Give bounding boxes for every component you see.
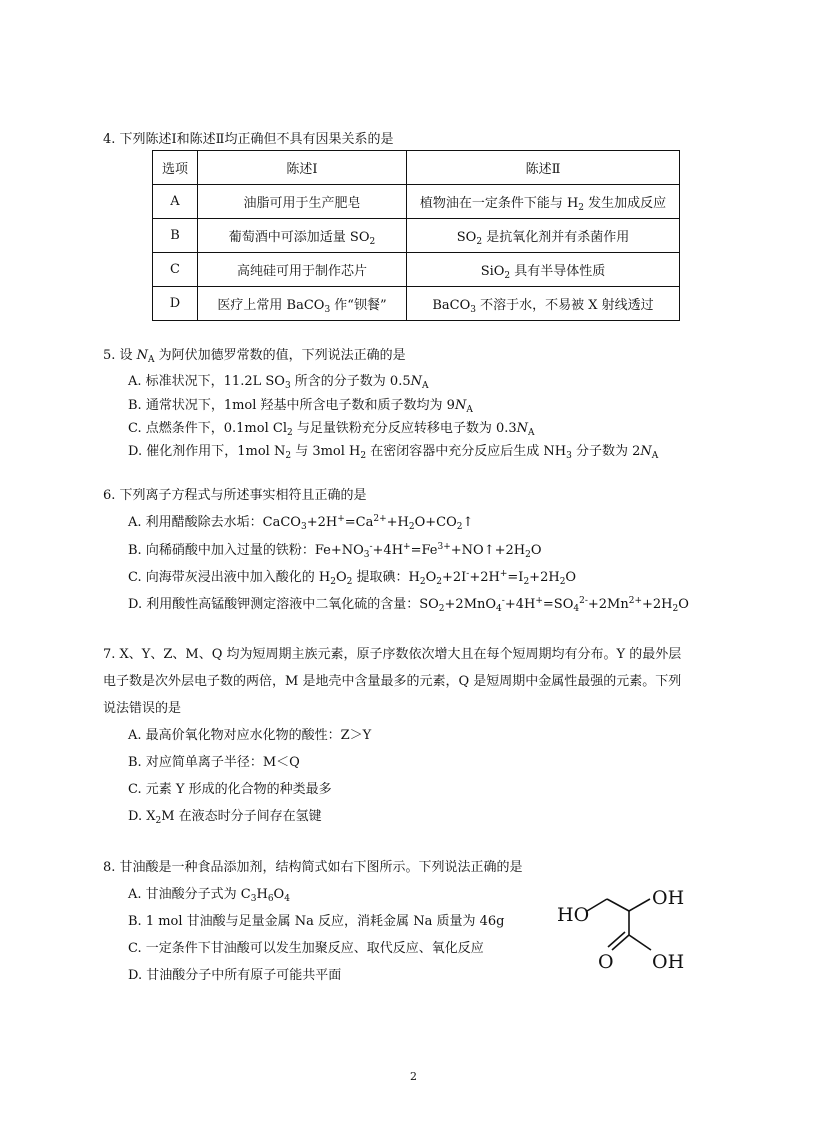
structure-label-ho-left: HO <box>557 904 590 926</box>
q7-option-b: B. 对应简单离子半径：M＜Q <box>128 755 300 770</box>
statement-1: 油脂可用于生产肥皂 <box>198 185 407 219</box>
statement-1: 医疗上常用 BaCO$_3$ 作“钡餐” <box>198 287 407 321</box>
q6-option-a: A. 利用醋酸除去水垢：$CaCO_3+2H^+=Ca^{2+}+H_2O+CO_2↑$ <box>128 514 474 532</box>
structure-label-oh-right: OH <box>652 951 685 973</box>
q6-option-d: D. 利用酸性高锰酸钾测定溶液中二氧化硫的含量：$SO_2+2MnO_4^-+4H^+=SO_4^{2-}+2Mn^{2+}+2H_2O$ <box>128 596 689 614</box>
structure-label-oh-top: OH <box>652 887 685 909</box>
row-key: D <box>153 287 198 321</box>
statement-1: 高纯硅可用于制作芯片 <box>198 253 407 287</box>
header-statement-2: 陈述Ⅱ <box>407 151 680 185</box>
q7-stem-line3: 说法错误的是 <box>103 701 182 716</box>
q5-stem: 5. 设 $N_A$ 为阿伏加德罗常数的值，下列说法正确的是 <box>103 348 406 365</box>
header-statement-1: 陈述Ⅰ <box>198 151 407 185</box>
q8-option-c: C. 一定条件下甘油酸可以发生加聚反应、取代反应、氧化反应 <box>128 941 484 956</box>
header-option: 选项 <box>153 151 198 185</box>
row-key: C <box>153 253 198 287</box>
q8-option-b: B. 1 mol 甘油酸与足量金属 Na 反应，消耗金属 Na 质量为 46g <box>128 914 505 929</box>
q4-stem: 4. 下列陈述Ⅰ和陈述Ⅱ均正确但不具有因果关系的是 <box>103 132 394 147</box>
q5-option-c: C. 点燃条件下，0.1mol $Cl_2$ 与足量铁粉充分反应转移电子数为 $0.3N_A$ <box>128 421 535 438</box>
row-key: A <box>153 185 198 219</box>
table-row <box>153 185 680 219</box>
q8-option-d: D. 甘油酸分子中所有原子可能共平面 <box>128 968 342 983</box>
q8-option-a: A. 甘油酸分子式为 $C_3H_6O_4$ <box>128 887 290 904</box>
q4-table <box>152 150 680 321</box>
structure-bonds <box>587 899 651 950</box>
statement-1: 葡萄酒中可添加适量 $SO_2$ <box>198 219 407 253</box>
glyceric-acid-structure <box>555 880 695 975</box>
table-row <box>153 287 680 321</box>
row-key: B <box>153 219 198 253</box>
table-row <box>153 253 680 287</box>
table-row <box>153 219 680 253</box>
statement-2: SiO$_2$ 具有半导体性质 <box>407 253 680 287</box>
q6-option-b: B. 向稀硝酸中加入过量的铁粉：$Fe+NO_3^-+4H^+=Fe^{3+}+NO↑+2H_2O$ <box>128 542 542 560</box>
q6-option-c: C. 向海带灰浸出液中加入酸化的 $H_2O_2$ 提取碘：$H_2O_2+2I^-+2H^+=I_2+2H_2O$ <box>128 569 577 587</box>
q6-stem: 6. 下列离子方程式与所述事实相符且正确的是 <box>103 488 367 503</box>
q5-option-b: B. 通常状况下，1mol 羟基中所含电子数和质子数均为 $9N_A$ <box>128 398 473 415</box>
q5-option-a: A. 标准状况下，11.2L $SO_3$ 所含的分子数为 $0.5N_A$ <box>128 374 429 391</box>
q7-option-c: C. 元素 Y 形成的化合物的种类最多 <box>128 782 332 797</box>
page-number: 2 <box>410 1070 417 1083</box>
q7-option-d: D. $X_2M$ 在液态时分子间存在氢键 <box>128 809 322 826</box>
q7-stem-line1: 7. X、Y、Z、M、Q 均为短周期主族元素，原子序数依次增大且在每个短周期均有分布。Y 的最外层 <box>103 647 682 662</box>
q7-stem-line2: 电子数是次外层电子数的两倍，M 是地壳中含量最多的元素，Q 是短周期中金属性最强的元素。下列 <box>103 674 682 689</box>
table-header-row <box>153 151 680 185</box>
statement-2: 植物油在一定条件下能与 $H_2$ 发生加成反应 <box>407 185 680 219</box>
statement-2: $SO_2$ 是抗氧化剂并有杀菌作用 <box>407 219 680 253</box>
q8-stem: 8. 甘油酸是一种食品添加剂，结构简式如右下图所示。下列说法正确的是 <box>103 860 523 875</box>
structure-label-o: O <box>598 951 614 973</box>
statement-2: BaCO$_3$ 不溶于水，不易被 X 射线透过 <box>407 287 680 321</box>
q7-option-a: A. 最高价氧化物对应水化物的酸性：Z＞Y <box>128 728 372 743</box>
q5-option-d: D. 催化剂作用下，1mol $N_2$ 与 3mol $H_2$ 在密闭容器中充分反应后生成 $NH_3$ 分子数为 $2N_A$ <box>128 444 659 461</box>
